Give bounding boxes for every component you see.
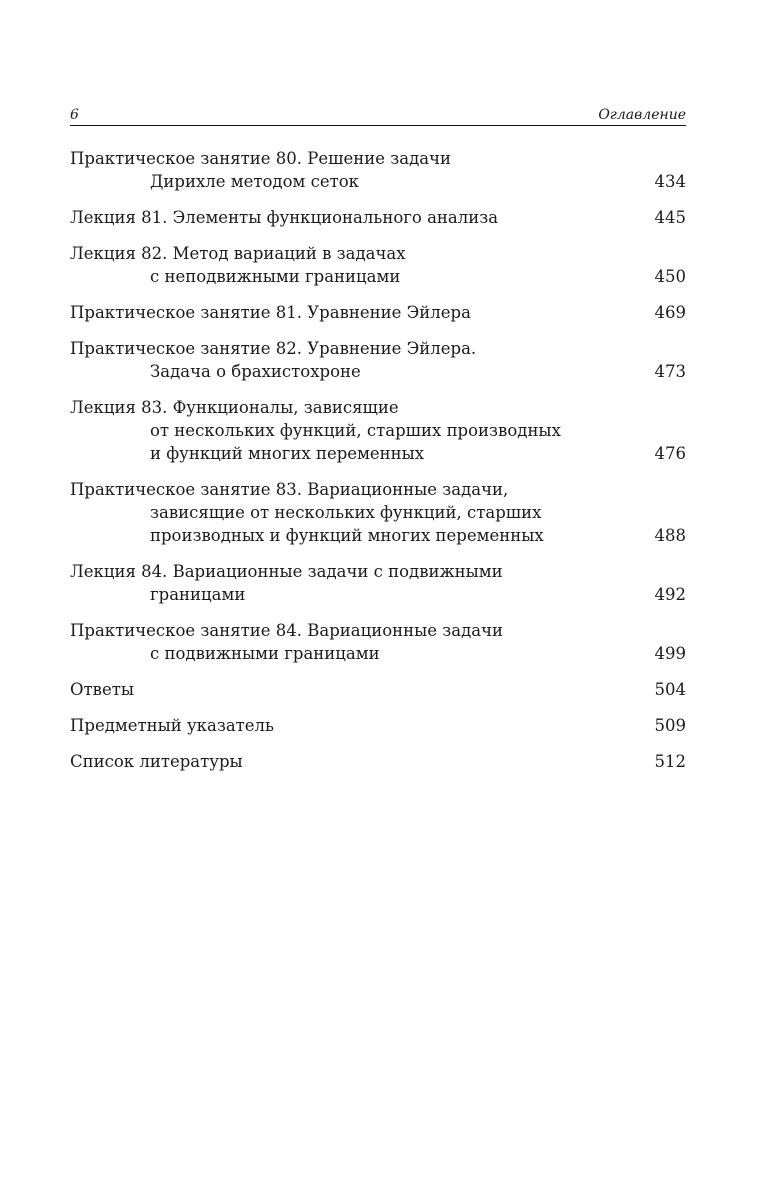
toc-entry-line: Практическое занятие 81. Уравнение Эйлера xyxy=(70,303,471,322)
toc-entry-line: Практическое занятие 80. Решение задачи xyxy=(70,149,451,168)
toc-entry-page: 445 xyxy=(654,208,686,227)
toc-entry-line: Практическое занятие 82. Уравнение Эйлера. xyxy=(70,339,477,358)
toc-entry-title xyxy=(70,678,636,701)
table-of-contents xyxy=(70,147,686,773)
toc-entry-line: производных и функций многих переменных xyxy=(150,526,544,545)
toc-entry-line: Лекция 83. Функционалы, зависящие xyxy=(70,398,399,417)
toc-entry-title xyxy=(70,301,636,324)
toc-entry-page: 434 xyxy=(654,172,686,191)
toc-entry[interactable] xyxy=(70,478,686,547)
toc-entry-title xyxy=(70,206,636,229)
toc-entry-line: и функций многих переменных xyxy=(150,444,425,463)
toc-entry-title xyxy=(70,337,636,383)
toc-entry[interactable] xyxy=(70,206,686,229)
toc-entry[interactable] xyxy=(70,337,686,383)
toc-entry-title xyxy=(70,147,636,193)
toc-entry-page: 450 xyxy=(654,267,686,286)
section-title: Оглавление xyxy=(598,107,686,123)
toc-entry-title xyxy=(70,619,636,665)
running-header xyxy=(70,103,686,126)
book-page xyxy=(70,103,686,786)
toc-entry-line: от нескольких функций, старших производных xyxy=(150,421,561,440)
toc-entry-line: с подвижными границами xyxy=(150,644,380,663)
toc-entry-page: 492 xyxy=(654,585,686,604)
toc-entry[interactable] xyxy=(70,242,686,288)
toc-entry[interactable] xyxy=(70,714,686,737)
toc-entry[interactable] xyxy=(70,147,686,193)
toc-entry-line: Ответы xyxy=(70,680,134,699)
toc-entry-line: Дирихле методом сеток xyxy=(150,172,359,191)
toc-entry-page: 504 xyxy=(654,680,686,699)
toc-entry-line: Список литературы xyxy=(70,752,243,771)
toc-entry-title xyxy=(70,396,636,465)
toc-entry-title xyxy=(70,560,636,606)
toc-entry[interactable] xyxy=(70,678,686,701)
toc-entry[interactable] xyxy=(70,619,686,665)
toc-entry-title xyxy=(70,714,636,737)
toc-entry-line: с неподвижными границами xyxy=(150,267,401,286)
toc-entry[interactable] xyxy=(70,396,686,465)
toc-entry-title xyxy=(70,242,636,288)
toc-entry[interactable] xyxy=(70,750,686,773)
toc-entry-line: границами xyxy=(150,585,246,604)
toc-entry-line: Практическое занятие 83. Вариационные задачи, xyxy=(70,480,509,499)
toc-entry-page: 509 xyxy=(654,716,686,735)
toc-entry-line: Задача о брахистохроне xyxy=(150,362,361,381)
toc-entry-line: Лекция 81. Элементы функционального анализа xyxy=(70,208,499,227)
toc-entry-title xyxy=(70,750,636,773)
toc-entry-page: 499 xyxy=(654,644,686,663)
toc-entry-page: 488 xyxy=(654,526,686,545)
toc-entry[interactable] xyxy=(70,301,686,324)
toc-entry-line: зависящие от нескольких функций, старших xyxy=(150,503,542,522)
toc-entry-page: 512 xyxy=(654,752,686,771)
toc-entry-page: 476 xyxy=(654,444,686,463)
toc-entry-line: Лекция 82. Метод вариаций в задачах xyxy=(70,244,406,263)
toc-entry-page: 469 xyxy=(654,303,686,322)
toc-entry-line: Лекция 84. Вариационные задачи с подвижными xyxy=(70,562,503,581)
toc-entry-line: Предметный указатель xyxy=(70,716,275,735)
toc-entry-title xyxy=(70,478,636,547)
page-number: 6 xyxy=(70,107,79,123)
toc-entry-line: Практическое занятие 84. Вариационные задачи xyxy=(70,621,504,640)
toc-entry[interactable] xyxy=(70,560,686,606)
toc-entry-page: 473 xyxy=(654,362,686,381)
